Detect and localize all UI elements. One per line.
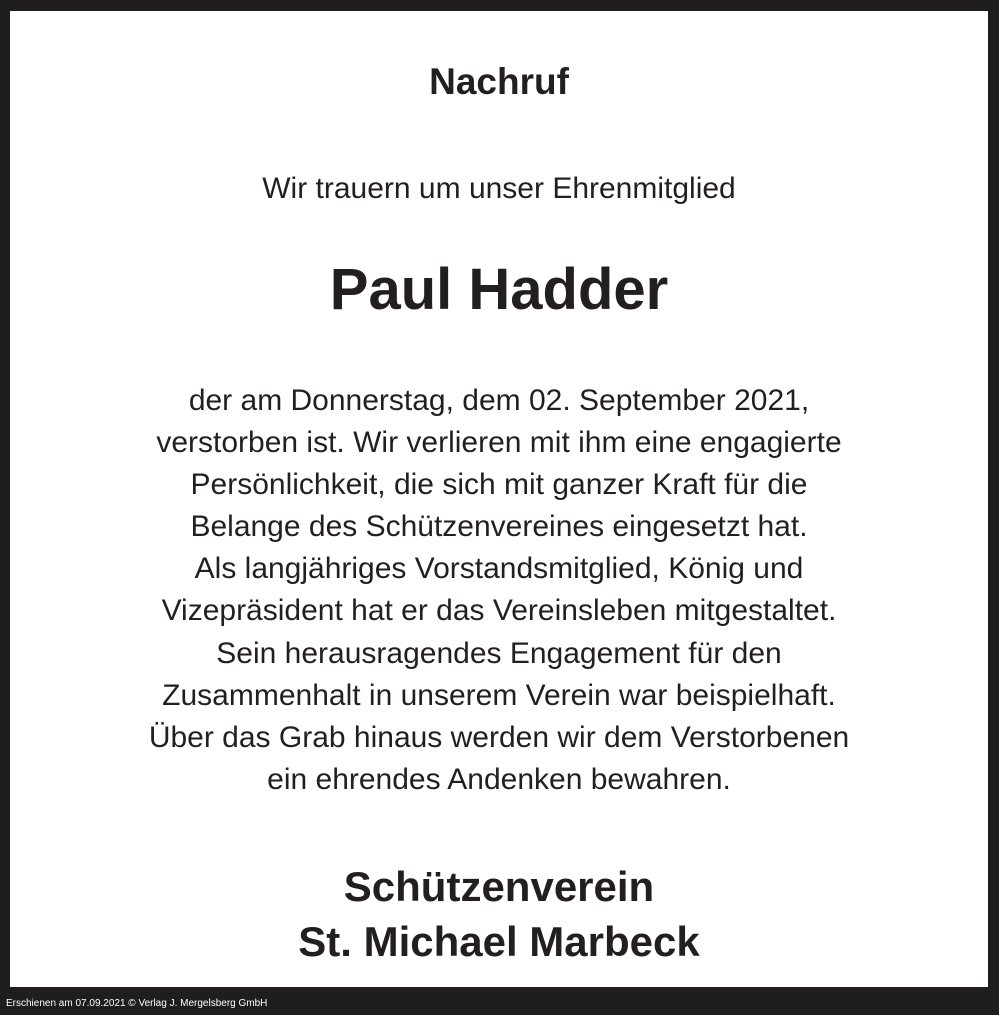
body-line: Sein herausragendes Engagement für den xyxy=(216,636,782,670)
deceased-name: Paul Hadder xyxy=(329,257,669,322)
signature-line: Schützenverein xyxy=(343,863,655,910)
body-line: der am Donnerstag, dem 02. September 2021, xyxy=(188,384,810,417)
body-line: Über das Grab hinaus werden wir dem Verstorbenen xyxy=(148,720,850,754)
intro-text: Wir trauern um unser Ehrenmitglied xyxy=(262,172,736,205)
obituary-card xyxy=(10,11,988,987)
body-line: Vizepräsident hat er das Vereinsleben mitgestaltet. xyxy=(161,594,837,628)
obituary-body xyxy=(10,380,988,801)
body-line: Belange des Schützenvereines eingesetzt hat. xyxy=(190,510,808,544)
obituary-heading: Nachruf xyxy=(429,61,569,102)
body-line: verstorben ist. Wir verlieren mit ihm eine engagierte xyxy=(156,426,842,460)
body-line: Persönlichkeit, die sich mit ganzer Kraft für die xyxy=(190,468,808,502)
body-line: ein ehrendes Andenken bewahren. xyxy=(267,762,731,796)
body-line: Zusammenhalt in unserem Verein war beispielhaft. xyxy=(162,678,836,712)
signature-block xyxy=(10,859,988,969)
signature-line: St. Michael Marbeck xyxy=(298,918,700,965)
publication-footer: Erschienen am 07.09.2021 © Verlag J. Mergelsberg GmbH xyxy=(6,998,268,1009)
body-line: Als langjähriges Vorstandsmitglied, König und xyxy=(194,552,804,586)
